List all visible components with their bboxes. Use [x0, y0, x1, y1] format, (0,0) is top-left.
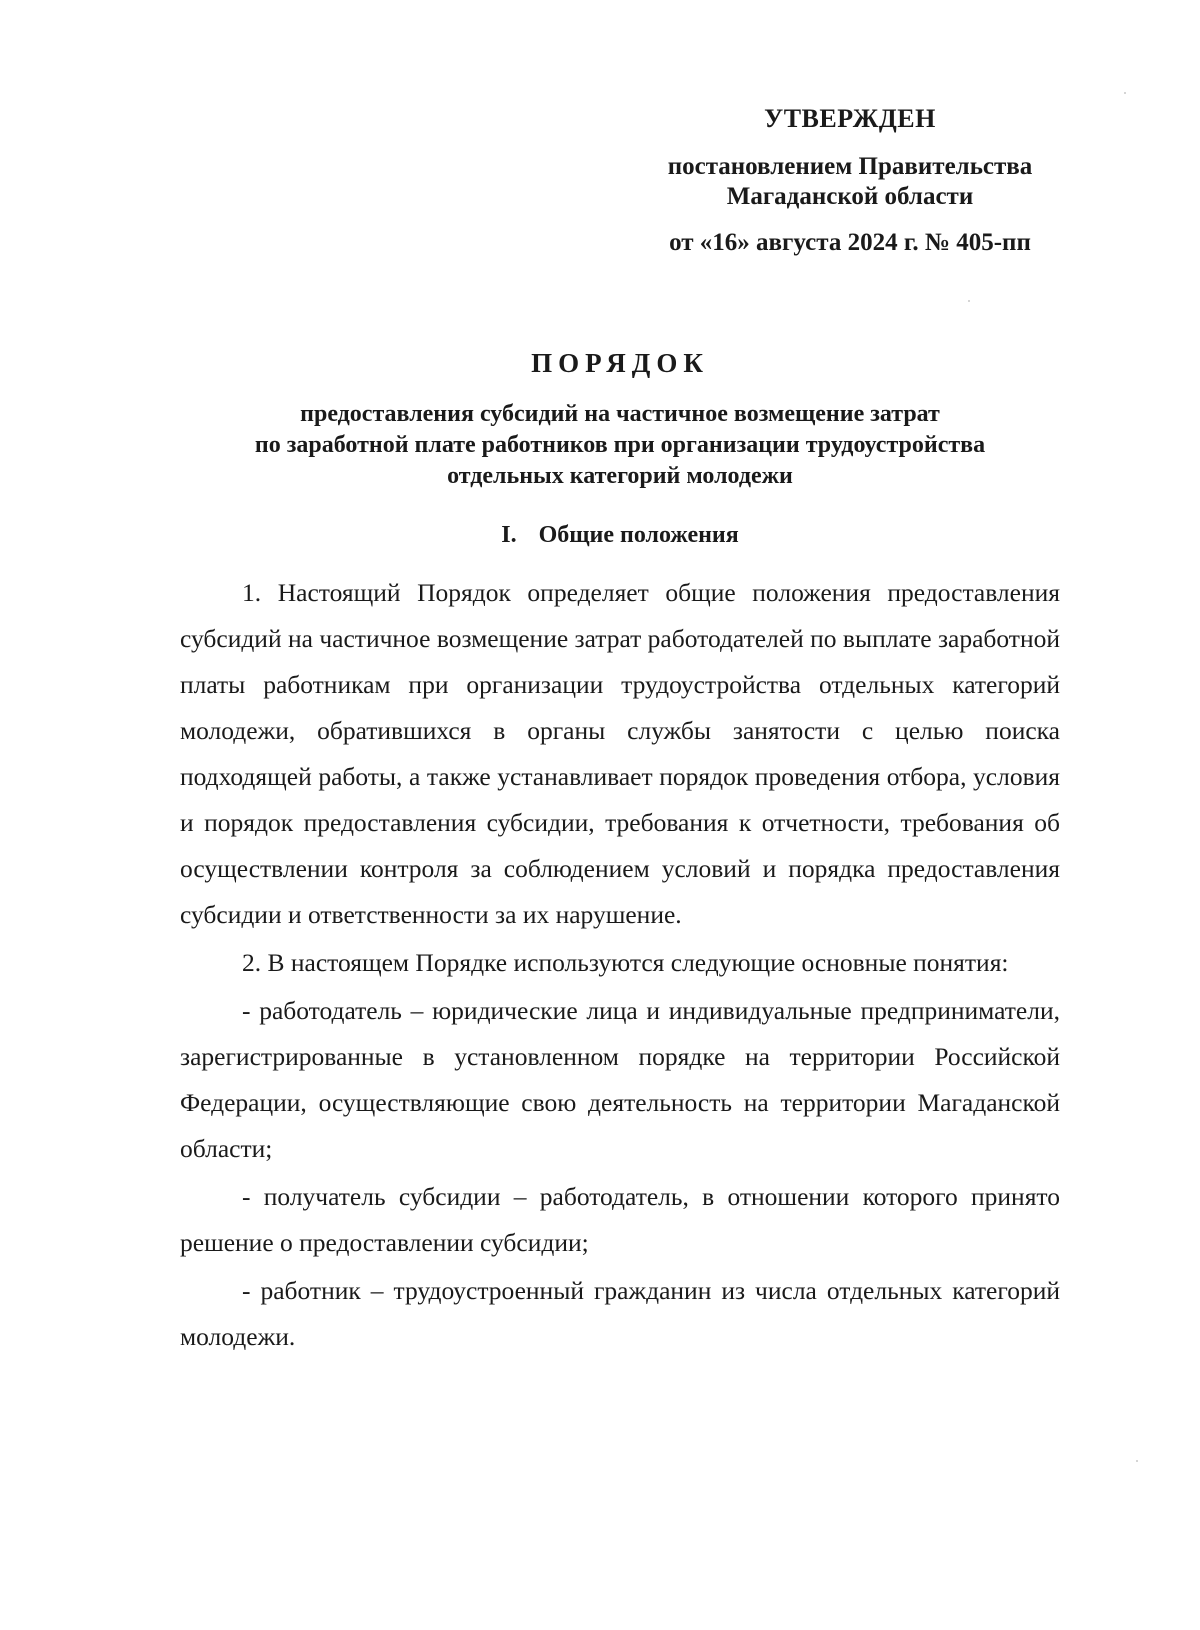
subtitle-line1: предоставления субсидий на частичное возмещение затрат [300, 401, 940, 427]
definition-recipient: - получатель субсидии – работодатель, в отношении которого принято решение о предоставлении субсидии; [180, 1182, 1060, 1257]
document-body [180, 570, 1060, 1362]
approval-decree-line1: постановлением Правительства [667, 153, 1033, 180]
subtitle-line3: отдельных категорий молодежи [447, 463, 793, 489]
section-title: Общие положения [538, 522, 739, 548]
paragraph-2: 2. В настоящем Порядке используются следующие основные понятия: [242, 948, 1009, 977]
document-title: ПОРЯДОК [531, 348, 709, 378]
definition-worker: - работник – трудоустроенный гражданин из числа отдельных категорий молодежи. [180, 1276, 1060, 1351]
approval-stamp: УТВЕРЖДЕН [764, 104, 936, 133]
title-block [180, 348, 1060, 492]
approval-decree-line2: Магаданской области [726, 183, 974, 210]
definition-employer: - работодатель – юридические лица и индивидуальные предприниматели, зарегистрированные в установленном порядке на территории Российской Федерации, осуществляющие свою деятельность на территории Магаданской области; [180, 996, 1060, 1163]
document-subtitle [180, 399, 1060, 492]
paragraph-1: 1. Настоящий Порядок определяет общие положения предоставления субсидий на частичное возмещение затрат работодателей по выплате заработной платы работникам при организации трудоустройства отдельных категорий молодежи, обратившихся в органы службы занятости с целью поиска подходящей работы, а также устанавливает порядок проведения отбора, условия и порядок предоставления субсидии, требования к отчетности, требования об осуществлении контроля за соблюдением условий и порядка предоставления субсидии и ответственности за их нарушение. [180, 578, 1060, 929]
scan-speck [968, 300, 970, 302]
scan-speck [1124, 92, 1126, 94]
section-heading [180, 522, 1060, 549]
approval-block [600, 104, 1100, 258]
subtitle-line2: по заработной плате работников при организации трудоустройства [254, 432, 986, 458]
approval-decree [600, 152, 1100, 212]
section-number: I. [501, 522, 517, 548]
approval-date: от «16» августа 2024 г. № 405-пп [669, 229, 1031, 256]
scan-speck [1136, 1460, 1138, 1462]
